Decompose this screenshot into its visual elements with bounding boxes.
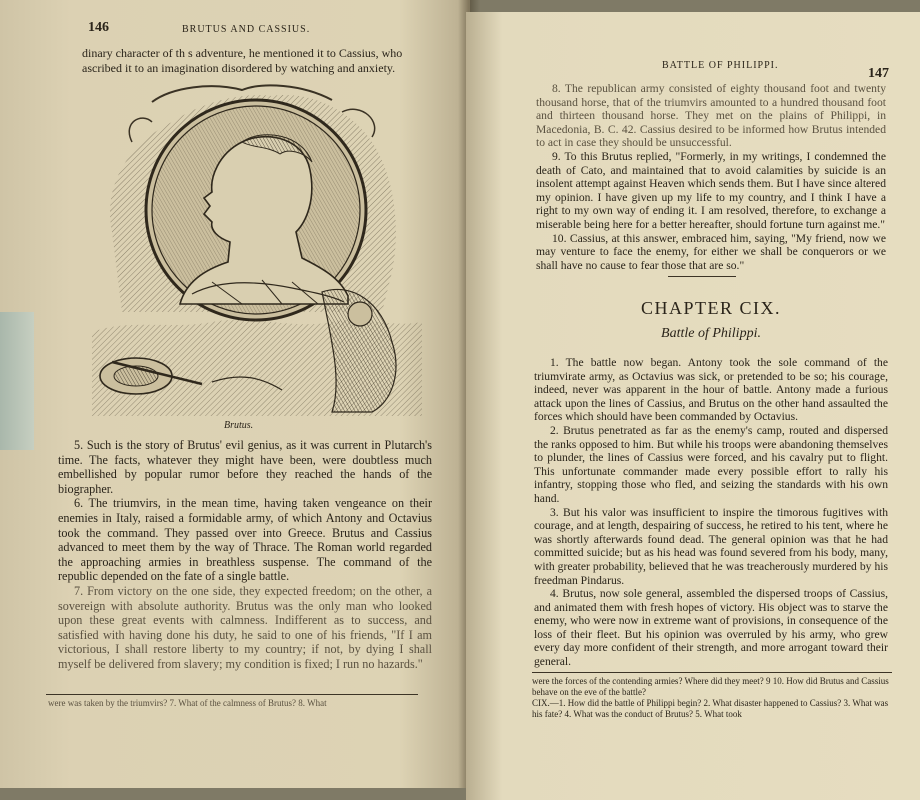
questions-left bbox=[48, 698, 420, 709]
footer-rule-right bbox=[532, 672, 892, 673]
question-line: CIX.—1. How did the battle of Philippi begin? 2. What disaster happened to Cassius? 3. What was his fate? 4. What was the conduct of Brutus? 5. What took bbox=[532, 698, 889, 719]
left-body-text bbox=[58, 438, 432, 672]
paragraph: 8. The republican army consisted of eighty thousand foot and twenty thousand horse, that of the triumvirs amounted to a hundred thousand foot and thirteen thousand horse. They met on the plains of Philippi, in Macedonia, B. C. 42. Cassius desired to be informed how Brutus intended to act in case they should be unsuccessful. bbox=[536, 82, 886, 150]
paragraph: 2. Brutus penetrated as far as the enemy's camp, routed and dispersed the ranks opposed to him. But while his troops were abandoning themselves to plunder, the lines of Cassius were forced, and his cavalry put to flight. This unfortunate commander made every possible effort to rally his infantry, stopping those who fled, and seizing the standards with his own hand. bbox=[534, 423, 888, 505]
question-line: were the forces of the contending armies? Where did they meet? 9 10. How did Brutus and Cassius behave on the eve of the battle? bbox=[532, 676, 889, 697]
page-tab-marker bbox=[0, 312, 34, 450]
illustration-caption: Brutus. bbox=[224, 420, 254, 431]
left-top-text bbox=[82, 46, 438, 75]
paragraph: 5. Such is the story of Brutus' evil genius, as it was current in Plutarch's time. The facts, whatever they might have been, were doubtless much embellished by popular rumor before they reached the hands of the biographer. bbox=[58, 438, 432, 496]
text-line: ascribed it to an imagination disordered by watching and anxiety. bbox=[82, 60, 396, 75]
page-number-left: 146 bbox=[88, 20, 109, 35]
right-top-text bbox=[536, 82, 886, 272]
paragraph: 6. The triumvirs, in the mean time, having taken vengeance on their enemies in Italy, raised a formidable army, of which Antony and Octavius took the command. They passed over into Greece. Brutus and Cassius advanced to meet them by the way of Thrace. The Roman world regarded the approaching armies in breathless suspense. The command of the republic depended on the fate of a single battle. bbox=[58, 496, 432, 584]
page-number-right: 147 bbox=[868, 66, 889, 81]
text-line: dinary character of th s adventure, he mentioned it to Cassius, who bbox=[82, 46, 403, 60]
chapter-title: CHAPTER CIX. bbox=[640, 298, 781, 318]
chapter-subtitle: Battle of Philippi. bbox=[661, 326, 761, 341]
question-line: were was taken by the triumvirs? 7. What of the calmness of Brutus? 8. What bbox=[48, 698, 327, 708]
paragraph: 10. Cassius, at this answer, embraced him, saying, "My friend, now we may venture to face the enemy, for either we shall be conquerors or we shall have no cause to fear those that are so." bbox=[536, 231, 886, 272]
footer-rule-left bbox=[46, 694, 418, 695]
questions-right bbox=[532, 676, 892, 720]
paragraph: 3. But his valor was insufficient to inspire the timorous fugitives with courage, and at length, despairing of success, he retired to his tent, where he was shortly afterwards found dead. The general opinion was that he had committed suicide; but as his head was found severed from his body, many, with greater probability, believed that he was treacherously murdered by his freedman Pindarus. bbox=[534, 505, 888, 587]
brutus-engraving bbox=[92, 82, 422, 416]
paragraph: 1. The battle now began. Antony took the sole command of the triumvirate army, as Octavius was sick, or pretended to be so; his courage, indeed, never was apparent in the hour of battle. Antony made a furious attack upon the lines of Cassius, and Brutus on the other hand assaulted the forces which should have been commanded by Octavius. bbox=[534, 356, 888, 424]
chapter-body-text bbox=[534, 356, 888, 669]
paragraph: 4. Brutus, now sole general, assembled the dispersed troops of Cassius, and animated them with fresh hopes of victory. His object was to starve the enemy, who were now in extreme want of provisions, in consequence of the loss of their fleet. But his opinion was overruled by his army, who grew every day more confident of their strength, and more arrogant toward their general. bbox=[534, 587, 888, 669]
paragraph: 9. To this Brutus replied, "Formerly, in my writings, I condemned the death of Cato, and maintained that to avoid calamities by suicide is an insolent attempt against Heaven which sends them. But I have since altered my opinion. I have given up my life to my country, and I think I have a right to my own way of ending it. I am resolved, therefore, to exchange a miserable being here for a better hereafter, should fortune turn against me." bbox=[536, 149, 886, 231]
right-page bbox=[466, 12, 920, 800]
running-head-right: BATTLE OF PHILIPPI. bbox=[662, 60, 779, 71]
section-divider bbox=[668, 276, 736, 277]
running-head-left: BRUTUS AND CASSIUS. bbox=[182, 24, 311, 35]
paragraph: 7. From victory on the one side, they expected freedom; on the other, a sovereign with absolute authority. Brutus was the only man who looked upon these great events with calmness. Indifferent as to success, and satisfied with having done his duty, he said to one of his friends, "If I am victorious, I shall restore liberty to my country; if not, by dying I shall myself be delivered from slavery; my condition is fixed; I run no hazards." bbox=[58, 583, 432, 671]
